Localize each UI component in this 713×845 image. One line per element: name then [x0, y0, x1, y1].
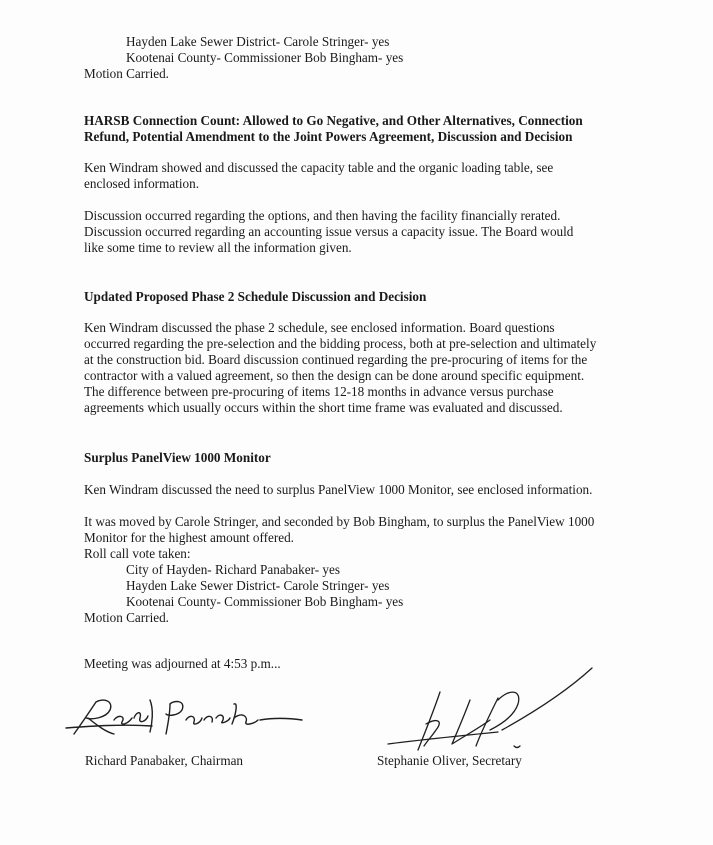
paragraph-line: Monitor for the highest amount offered. [84, 530, 294, 545]
secretary-caption: Stephanie Oliver, Secretary [377, 753, 522, 768]
chairman-signature [62, 690, 312, 750]
paragraph-line: Discussion occurred regarding an accounting issue versus a capacity issue. The Board would [84, 224, 574, 239]
paragraph-line: contractor with a valued agreement, so then the design can be done around specific equipment. [84, 368, 585, 383]
paragraph: Ken Windram discussed the need to surplus PanelView 1000 Monitor, see enclosed information. [84, 482, 593, 497]
paragraph-line: like some time to review all the information given. [84, 240, 352, 255]
chairman-caption: Richard Panabaker, Chairman [85, 753, 244, 768]
paragraph-line: at the construction bid. Board discussion continued regarding the pre-procuring of items for the [84, 352, 588, 367]
paragraph-line: It was moved by Carole Stringer, and seconded by Bob Bingham, to surplus the PanelView 1000 [84, 514, 595, 529]
motion-result: Motion Carried. [84, 610, 169, 625]
roll-call: Roll call vote taken: [84, 546, 191, 561]
section-heading: Refund, Potential Amendment to the Joint Powers Agreement, Discussion and Decision [84, 129, 573, 144]
paragraph [84, 514, 644, 562]
section-heading: Updated Proposed Phase 2 Schedule Discussion and Decision [84, 289, 427, 304]
vote-line: Kootenai County- Commissioner Bob Bingham- yes [126, 594, 404, 609]
paragraph [84, 160, 644, 192]
paragraph-line: Ken Windram discussed the phase 2 schedule, see enclosed information. Board questions [84, 320, 555, 335]
section-heading: HARSB Connection Count: Allowed to Go Negative, and Other Alternatives, Connection [84, 113, 583, 128]
vote-line: Hayden Lake Sewer District- Carole Stringer- yes [126, 34, 390, 49]
secretary-signature [378, 660, 608, 760]
paragraph-line: agreements which usually occurs within the short time frame was evaluated and discussed. [84, 400, 563, 415]
vote-line: City of Hayden- Richard Panabaker- yes [126, 562, 340, 577]
paragraph [84, 208, 644, 256]
section-heading: Surplus PanelView 1000 Monitor [84, 450, 271, 465]
vote-line: Hayden Lake Sewer District- Carole Stringer- yes [126, 578, 390, 593]
paragraph-line: Discussion occurred regarding the options, and then having the facility financially rerated. [84, 208, 561, 223]
paragraph-line: The difference between pre-procuring of items 12-18 months in advance versus purchase [84, 384, 554, 399]
paragraph-line: enclosed information. [84, 176, 199, 191]
adjournment: Meeting was adjourned at 4:53 p.m... [84, 656, 281, 671]
paragraph [84, 320, 644, 416]
motion-result: Motion Carried. [84, 66, 169, 81]
paragraph-line: occurred regarding the pre-selection and the bidding process, both at pre-selection and ultimately [84, 336, 597, 351]
paragraph-line: Ken Windram showed and discussed the capacity table and the organic loading table, see [84, 160, 554, 175]
vote-line: Kootenai County- Commissioner Bob Bingham- yes [126, 50, 404, 65]
